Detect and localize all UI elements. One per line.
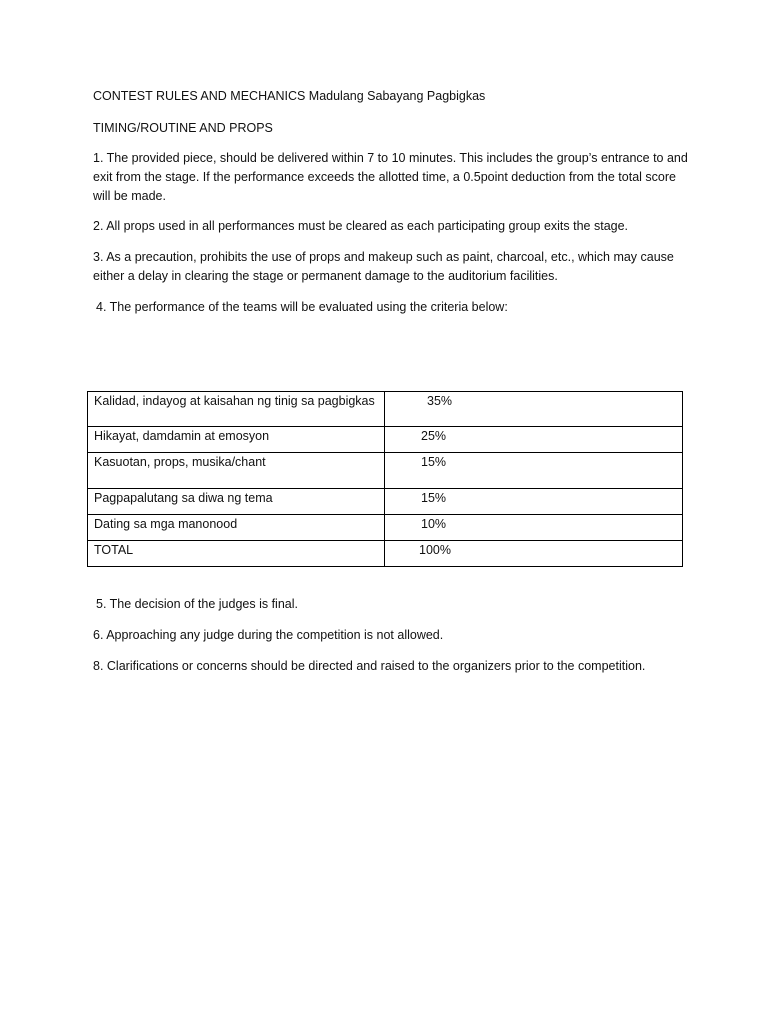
rule-6-paragraph: 6. Approaching any judge during the competition is not allowed.: [93, 628, 444, 642]
rule-3-paragraph: 3. As a precaution, prohibits the use of props and makeup such as paint, charcoal, etc., which may cause either a delay in clearing the stage or permanent damage to the auditorium facilities.: [93, 250, 674, 283]
criterion-cell: Pagpapalutang sa diwa ng tema: [88, 489, 385, 515]
table-row: [88, 489, 683, 515]
total-label-cell: TOTAL: [88, 541, 385, 567]
section-heading: TIMING/ROUTINE AND PROPS: [93, 121, 273, 135]
criteria-table: [87, 391, 683, 567]
table-row: [88, 427, 683, 453]
weight-cell: 15%: [385, 453, 683, 489]
criterion-cell: Kalidad, indayog at kaisahan ng tinig sa pagbigkas: [88, 392, 385, 427]
rule-2-paragraph: 2. All props used in all performances must be cleared as each participating group exits the stage.: [93, 219, 629, 233]
rule-4-paragraph: 4. The performance of the teams will be evaluated using the criteria below:: [96, 300, 508, 314]
rule-8-paragraph: 8. Clarifications or concerns should be directed and raised to the organizers prior to the competition.: [93, 659, 646, 673]
weight-cell: 10%: [385, 515, 683, 541]
table-row: [88, 515, 683, 541]
weight-cell: 15%: [385, 489, 683, 515]
total-weight-cell: 100%: [385, 541, 683, 567]
table-row-total: [88, 541, 683, 567]
criterion-cell: Hikayat, damdamin at emosyon: [88, 427, 385, 453]
rule-5-paragraph: 5. The decision of the judges is final.: [96, 597, 298, 611]
table-row: [88, 453, 683, 489]
document-title: CONTEST RULES AND MECHANICS Madulang Sabayang Pagbigkas: [93, 89, 486, 103]
rule-1-paragraph: 1. The provided piece, should be delivered within 7 to 10 minutes. This includes the group’s entrance to and exit from the stage. If the performance exceeds the allotted time, a 0.5point deduction from the total score will be made.: [93, 151, 688, 203]
criterion-cell: Dating sa mga manonood: [88, 515, 385, 541]
table-row: [88, 392, 683, 427]
criterion-cell: Kasuotan, props, musika/chant: [88, 453, 385, 489]
weight-cell: 35%: [385, 392, 683, 427]
weight-cell: 25%: [385, 427, 683, 453]
